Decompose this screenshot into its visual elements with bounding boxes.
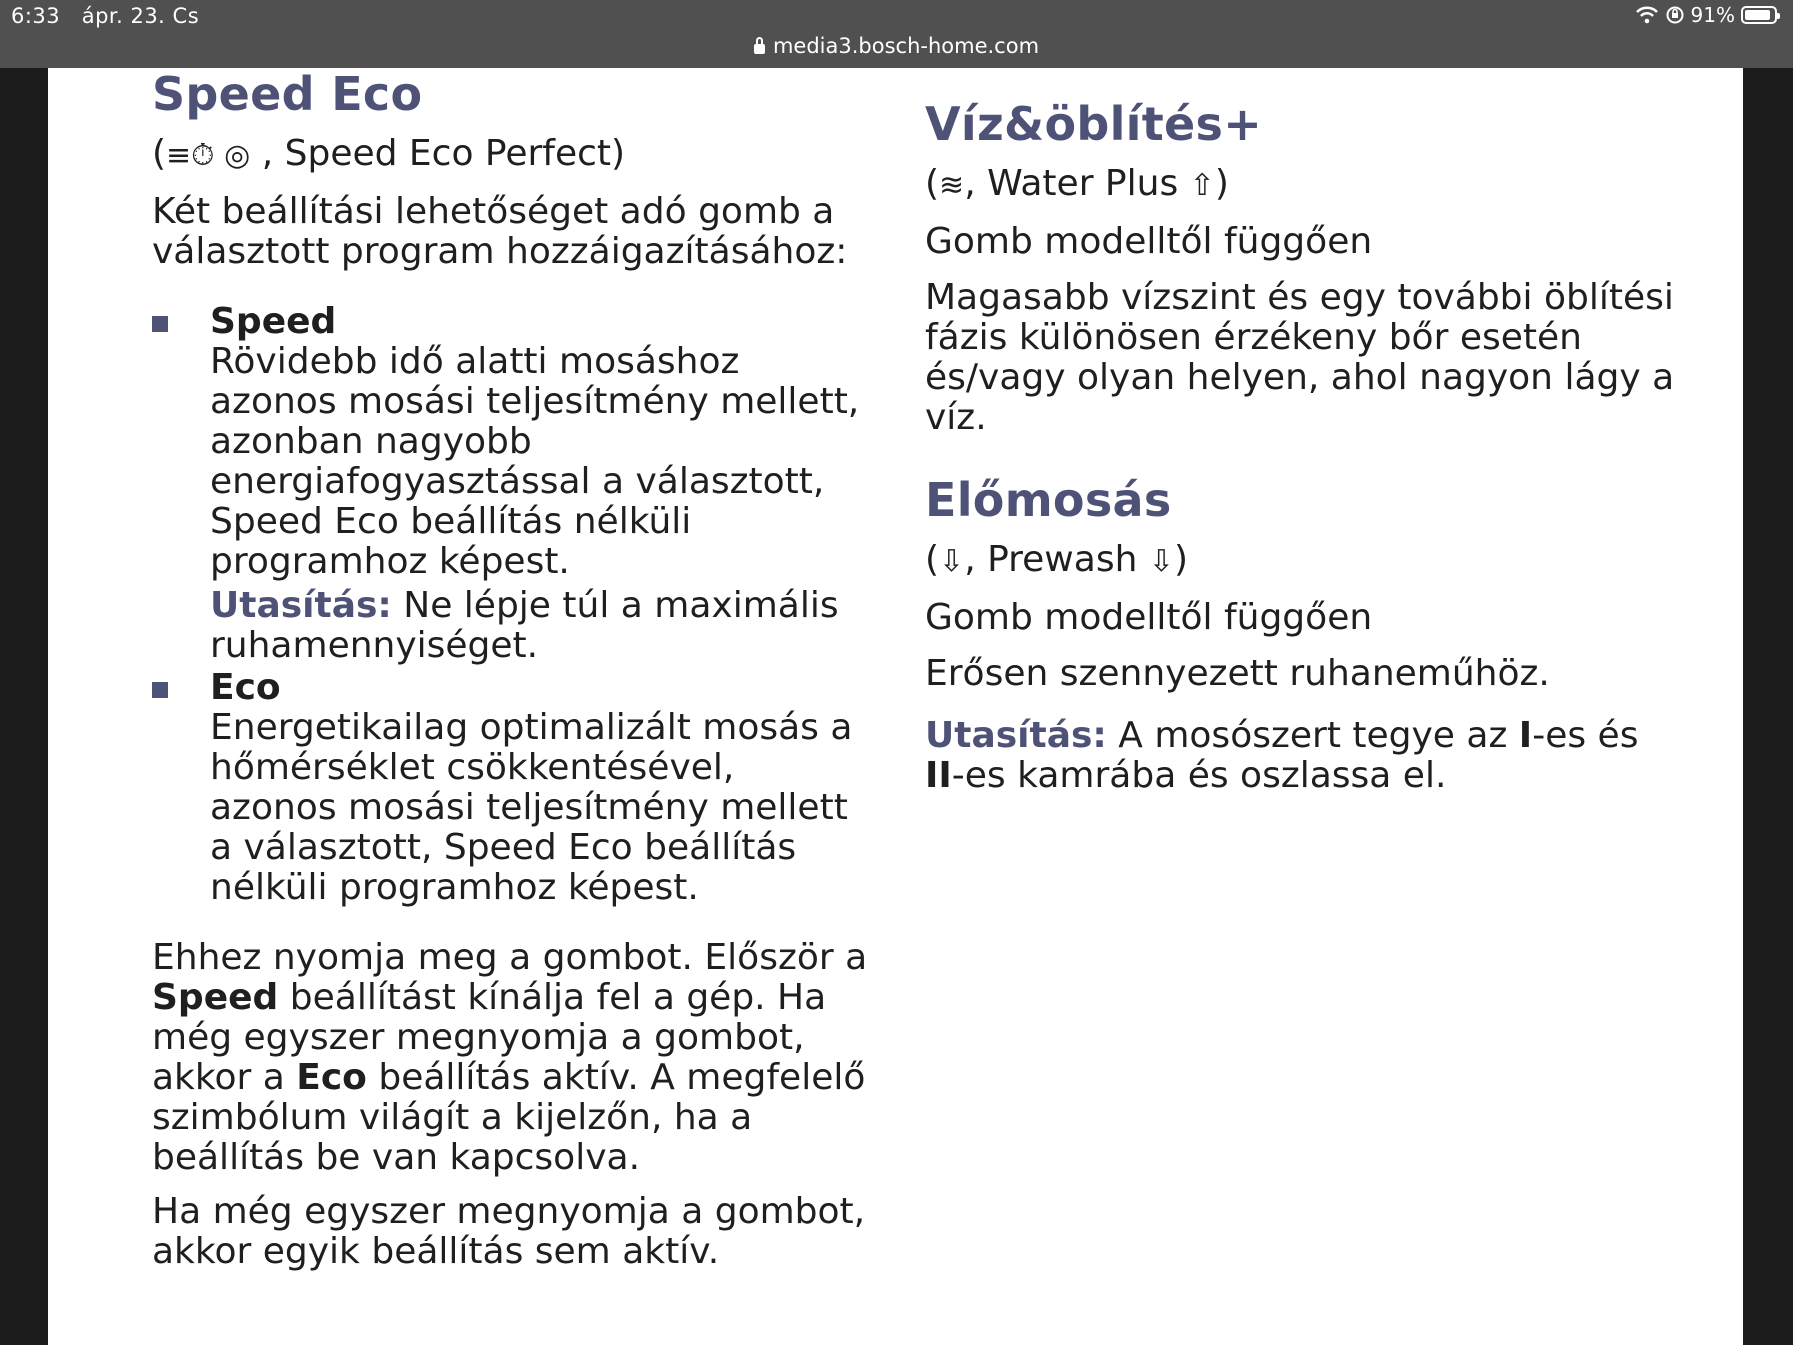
speed-eco-paragraph-2: Ha még egyszer megnyomja a gombot, akkor egyik beállítás sem aktív.: [152, 1191, 866, 1272]
bullet-speed-note: Utasítás: Ne lépje túl a maximális ruhamennyiséget.: [210, 585, 839, 666]
bullet-speed-desc: Rövidebb idő alatti mosáshoz azonos mosási teljesítmény mellett, azonban nagyobb energiafogyasztással a választott, Speed Eco beállítás nélküli programhoz képest.: [210, 341, 860, 582]
prewash-heading: Előmosás: [925, 473, 1172, 527]
battery-icon: [1741, 6, 1777, 24]
bullet-speed-term: Speed: [210, 301, 337, 342]
status-date: ápr. 23. Cs: [81, 4, 200, 28]
prewash-icon: ⇩: [1148, 544, 1174, 579]
speed-eco-intro: Két beállítási lehetőséget adó gomb a választott program hozzáigazításához:: [152, 191, 848, 272]
url-text: media3.bosch-home.com: [772, 34, 1040, 58]
bullet-eco-term: Eco: [210, 667, 281, 708]
right-column: [925, 68, 1685, 796]
status-bar: [0, 0, 1793, 68]
prewash-icon: ⇩: [939, 544, 965, 579]
status-time-date: [11, 4, 199, 28]
water-plus-heading: Víz&öblítés+: [925, 97, 1263, 151]
prewash-model-note: Gomb modelltől függően: [925, 597, 1373, 638]
battery-percent: 91%: [1690, 3, 1735, 27]
bullet-speed: [152, 302, 872, 666]
address-bar[interactable]: [0, 34, 1793, 58]
left-margin: [0, 68, 48, 1345]
bullet-square-icon: [152, 682, 168, 698]
speed-eco-subtitle: (≡⏱ ◎ , Speed Eco Perfect): [152, 133, 626, 174]
speed-eco-heading: Speed Eco: [152, 68, 423, 121]
water-plus-model-note: Gomb modelltől függően: [925, 221, 1373, 262]
left-column: [152, 68, 872, 1272]
water-level-icon: ≋: [939, 168, 965, 203]
speed-eco-symbols-icon: ≡⏱ ◎: [166, 138, 251, 173]
water-plus-subtitle: (≋, Water Plus ⇧): [925, 163, 1229, 204]
orientation-lock-icon: [1665, 5, 1685, 25]
prewash-instruction: Utasítás: A mosószert tegye az I-es és II-es kamrába és oszlassa el.: [925, 715, 1639, 796]
speed-eco-paragraph-1: Ehhez nyomja meg a gombot. Először a Speed beállítást kínálja fel a gép. Ha még egyszer megnyomja a gombot, akkor a Eco beállítás aktív. A megfelelő szimbólum világít a kijelzőn, ha a beállítás be van kapcsolva.: [152, 937, 868, 1178]
status-time: 6:33: [11, 4, 61, 28]
bullet-square-icon: [152, 316, 168, 332]
status-right: [1635, 3, 1777, 27]
wifi-icon: [1635, 6, 1659, 24]
bullet-eco: [152, 668, 872, 908]
right-margin: [1743, 68, 1793, 1345]
water-plus-description: Magasabb vízszint és egy további öblítési fázis különösen érzékeny bőr esetén és/vagy olyan helyen, ahol nagyon lágy a víz.: [925, 277, 1675, 438]
lock-icon: [754, 44, 765, 54]
prewash-description: Erősen szennyezett ruhaneműhöz.: [925, 653, 1550, 694]
water-plus-icon: ⇧: [1189, 168, 1215, 203]
prewash-subtitle: (⇩, Prewash ⇩): [925, 539, 1189, 580]
bullet-eco-desc: Energetikailag optimalizált mosás a hőmérséklet csökkentésével, azonos mosási teljesítmény mellett a választott, Speed Eco beállítás nélküli programhoz képest.: [210, 707, 853, 908]
document-page[interactable]: [48, 68, 1743, 1345]
